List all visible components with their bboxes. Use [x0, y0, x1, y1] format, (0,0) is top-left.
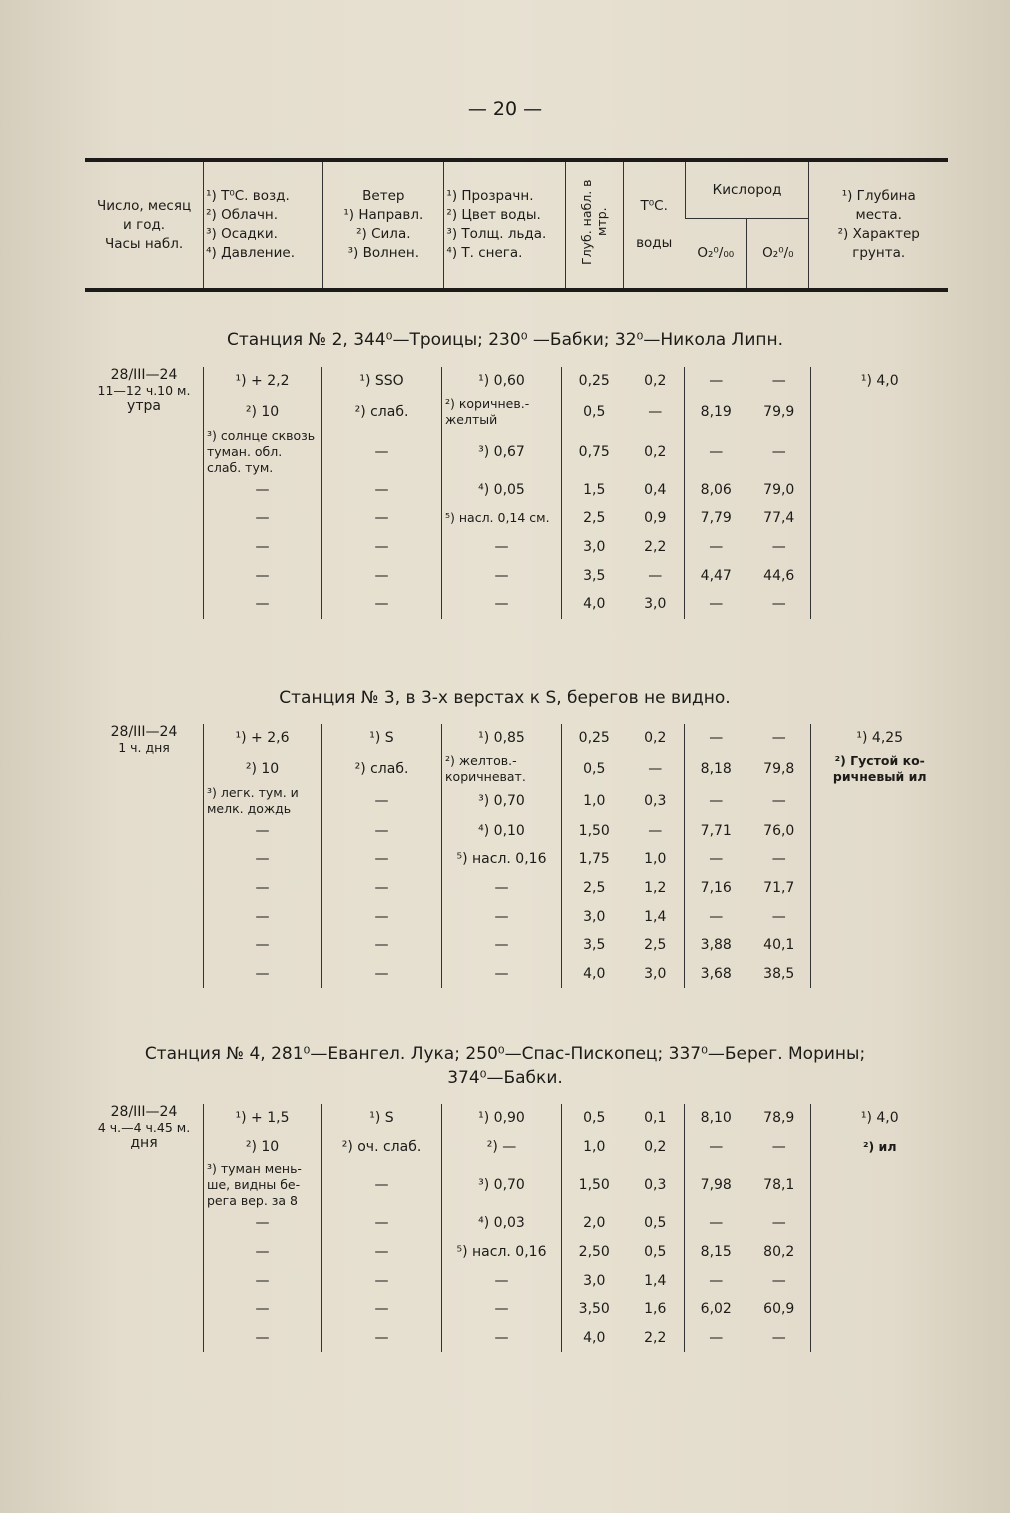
header-oxygen-percent: O₂⁰/₀ [747, 219, 809, 291]
cell-ground [811, 902, 949, 931]
cell-c5: 4,0 [562, 1324, 627, 1353]
cell-c2: — [204, 1266, 322, 1295]
cell-c6: 0,2 [627, 428, 685, 476]
cell-c8: 80,2 [763, 1244, 795, 1261]
cell-c6: — [627, 817, 685, 846]
cell-c3: — [322, 1295, 442, 1324]
station-4-table [85, 1104, 949, 1352]
station-4-title [0, 1042, 1010, 1090]
cell-c5: 1,75 [562, 845, 627, 874]
cell-c3: — [322, 561, 442, 590]
cell-c5: 2,5 [562, 874, 627, 903]
cell-c2: ²) 10 [204, 753, 322, 785]
cell-c8: 71,7 [763, 880, 795, 897]
station-4-title-line1: Станция № 4, 281⁰—Евангел. Лука; 250⁰—Спас-Пископец; 337⁰—Берег. Морины; [144, 1044, 866, 1064]
cell-c5: 1,0 [562, 785, 627, 817]
table-row [85, 1209, 949, 1238]
table-row [85, 931, 949, 960]
cell-c5: 3,5 [562, 931, 627, 960]
cell-c2: — [204, 533, 322, 562]
cell-ground: ²) ил [811, 1133, 949, 1162]
header-temp-column: T⁰C. воды [623, 160, 685, 290]
cell-c4: ⁵) насл. 0,14 см. [442, 504, 562, 533]
table-row [85, 960, 949, 989]
cell-c2: — [204, 1295, 322, 1324]
cell-c3: — [322, 1161, 442, 1209]
cell-c6: 0,2 [627, 1133, 685, 1162]
table-row [85, 817, 949, 846]
cell-ground: ¹) 4,25 [811, 724, 949, 753]
table-row [85, 533, 949, 562]
cell-c4: ²) коричнев.- желтый [442, 396, 562, 428]
cell-c8: 40,1 [763, 937, 795, 954]
cell-ground [811, 533, 949, 562]
cell-c3: — [322, 817, 442, 846]
observation-date-cell: 28/III—24 4 ч.—4 ч.45 м. дня [97, 1104, 191, 1151]
cell-c4: ³) 0,67 [442, 428, 562, 476]
cell-c3: — [322, 1266, 442, 1295]
cell-c8: — [771, 851, 786, 868]
cell-c7: 3,88 [700, 937, 732, 954]
cell-c6: — [627, 561, 685, 590]
cell-c2: — [204, 561, 322, 590]
cell-ground [811, 931, 949, 960]
cell-c8: — [771, 908, 786, 925]
cell-ground [811, 1161, 949, 1209]
table-row [85, 428, 949, 476]
cell-c4: — [442, 561, 562, 590]
cell-c5: 0,75 [562, 428, 627, 476]
cell-c8: 79,8 [763, 760, 795, 777]
cell-c2: — [204, 1238, 322, 1267]
observation-date-cell: 28/III—24 11—12 ч.10 м. утра [97, 367, 191, 414]
cell-c8: 38,5 [763, 965, 795, 982]
cell-c6: — [627, 396, 685, 428]
cell-ground: ²) Густой ко- ричневый ил [811, 753, 949, 785]
cell-c6: — [627, 753, 685, 785]
cell-c3: — [322, 1238, 442, 1267]
cell-ground [811, 1324, 949, 1353]
header-water-column: ¹) Прозрачн. ²) Цвет воды. ³) Толщ. льда. ⁴) Т. снега. [444, 160, 565, 290]
table-row [85, 504, 949, 533]
cell-c5: 3,50 [562, 1295, 627, 1324]
cell-c7: 8,18 [700, 760, 732, 777]
station-2-title: Станция № 2, 344⁰—Троицы; 230⁰ —Бабки; 32⁰—Никола Липн. [226, 330, 784, 350]
cell-c4: — [442, 533, 562, 562]
cell-c8: 76,0 [763, 822, 795, 839]
cell-c5: 4,0 [562, 960, 627, 989]
table-row [85, 561, 949, 590]
cell-c7: — [709, 1329, 724, 1346]
cell-c2: — [204, 476, 322, 505]
table-row [85, 1104, 949, 1133]
table-row [85, 1324, 949, 1353]
table-row [85, 1238, 949, 1267]
cell-c5: 1,0 [562, 1133, 627, 1162]
cell-c8: — [771, 1272, 786, 1289]
cell-c7: — [709, 373, 724, 390]
cell-c4: — [442, 931, 562, 960]
cell-c3: ²) слаб. [322, 396, 442, 428]
cell-c4: ²) желтов.- коричневат. [442, 753, 562, 785]
cell-c5: 0,5 [562, 1104, 627, 1133]
cell-ground [811, 590, 949, 619]
cell-c6: 0,9 [627, 504, 685, 533]
cell-c2: — [204, 504, 322, 533]
cell-c7: 8,15 [700, 1244, 732, 1261]
cell-c6: 0,5 [627, 1209, 685, 1238]
cell-c6: 2,2 [627, 1324, 685, 1353]
cell-c5: 1,5 [562, 476, 627, 505]
cell-c3: — [322, 785, 442, 817]
cell-c6: 0,2 [627, 367, 685, 396]
cell-c4: ⁵) насл. 0,16 [442, 845, 562, 874]
cell-c2: — [204, 590, 322, 619]
cell-c7: — [709, 539, 724, 556]
cell-c2: ²) 10 [204, 1133, 322, 1162]
cell-c3: ¹) SSO [322, 367, 442, 396]
cell-c6: 1,0 [627, 845, 685, 874]
cell-ground [811, 1209, 949, 1238]
cell-c4: ³) 0,70 [442, 785, 562, 817]
station-4-title-line2: 374⁰—Бабки. [447, 1068, 563, 1088]
cell-c7: — [709, 1215, 724, 1232]
cell-c3: — [322, 902, 442, 931]
cell-c3: — [322, 874, 442, 903]
cell-c3: — [322, 476, 442, 505]
cell-c6: 3,0 [627, 960, 685, 989]
cell-c2: — [204, 931, 322, 960]
table-row [85, 1161, 949, 1209]
cell-ground [811, 476, 949, 505]
header-wind-column: Ветер ¹) Направл. ²) Сила. ³) Волнен. [323, 160, 444, 290]
cell-c6: 1,4 [627, 1266, 685, 1295]
cell-c4: — [442, 960, 562, 989]
table-row [85, 396, 949, 428]
cell-c5: 3,0 [562, 1266, 627, 1295]
cell-c4: — [442, 874, 562, 903]
cell-c8: 60,9 [763, 1301, 795, 1318]
cell-c7: 8,06 [700, 481, 732, 498]
cell-c8: 78,9 [763, 1110, 795, 1127]
cell-c8: 44,6 [763, 567, 795, 584]
cell-c4: ⁴) 0,05 [442, 476, 562, 505]
cell-c5: 0,5 [562, 753, 627, 785]
cell-c4: ⁵) насл. 0,16 [442, 1238, 562, 1267]
cell-c7: 3,68 [700, 965, 732, 982]
cell-c5: 0,25 [562, 724, 627, 753]
cell-c7: 7,16 [700, 880, 732, 897]
cell-c3: — [322, 1324, 442, 1353]
cell-c7: — [709, 443, 724, 460]
cell-c8: — [771, 792, 786, 809]
header-date-column: Число, месяц и год. Часы набл. [96, 197, 192, 252]
cell-c4: ⁴) 0,10 [442, 817, 562, 846]
cell-c7: 7,98 [700, 1177, 732, 1194]
cell-c8: — [771, 539, 786, 556]
cell-c8: — [771, 373, 786, 390]
observation-date-cell: 28/III—24 1 ч. дня [110, 724, 178, 755]
cell-c5: 3,0 [562, 533, 627, 562]
table-row [85, 753, 949, 785]
cell-ground [811, 504, 949, 533]
table-row [85, 724, 949, 753]
cell-c4: — [442, 1324, 562, 1353]
cell-c4: — [442, 902, 562, 931]
cell-c7: 7,79 [700, 510, 732, 527]
cell-c8: — [771, 1138, 786, 1155]
cell-c2: ³) туман мень- ше, видны бе- рега вер. за 8 [204, 1161, 322, 1209]
station-3-title: Станция № 3, в 3-х верстах к S, берегов не видно. [279, 688, 731, 708]
cell-c2: — [204, 817, 322, 846]
cell-ground [811, 960, 949, 989]
cell-c8: 79,9 [763, 403, 795, 420]
cell-c4: ³) 0,70 [442, 1161, 562, 1209]
cell-c6: 0,2 [627, 724, 685, 753]
cell-c6: 0,5 [627, 1238, 685, 1267]
cell-c8: — [771, 1215, 786, 1232]
table-row [85, 590, 949, 619]
cell-c5: 3,5 [562, 561, 627, 590]
cell-c6: 1,6 [627, 1295, 685, 1324]
cell-c7: — [709, 1138, 724, 1155]
cell-c2: — [204, 1209, 322, 1238]
table-row [85, 902, 949, 931]
cell-c5: 1,50 [562, 817, 627, 846]
cell-c6: 0,4 [627, 476, 685, 505]
cell-c3: — [322, 533, 442, 562]
cell-c7: 6,02 [700, 1301, 732, 1318]
cell-c4: — [442, 1266, 562, 1295]
cell-c2: ²) 10 [204, 396, 322, 428]
cell-c2: — [204, 874, 322, 903]
cell-c5: 2,50 [562, 1238, 627, 1267]
cell-ground [811, 1266, 949, 1295]
cell-c8: — [771, 596, 786, 613]
cell-ground [811, 428, 949, 476]
cell-c3: ²) слаб. [322, 753, 442, 785]
cell-ground: ¹) 4,0 [811, 1104, 949, 1133]
cell-c6: 2,2 [627, 533, 685, 562]
cell-c3: — [322, 504, 442, 533]
cell-c2: — [204, 1324, 322, 1353]
cell-c8: — [771, 730, 786, 747]
cell-ground [811, 845, 949, 874]
cell-c4: ⁴) 0,03 [442, 1209, 562, 1238]
table-row [85, 1133, 949, 1162]
cell-c2: ³) легк. тум. и мелк. дождь [204, 785, 322, 817]
cell-c3: ¹) S [322, 724, 442, 753]
cell-c2: — [204, 960, 322, 989]
cell-c3: ¹) S [322, 1104, 442, 1133]
cell-c4: ¹) 0,85 [442, 724, 562, 753]
cell-c7: — [709, 908, 724, 925]
table-row [85, 476, 949, 505]
cell-c3: — [322, 590, 442, 619]
header-oxygen: Кислород [685, 160, 809, 219]
table-row [85, 845, 949, 874]
cell-c8: 78,1 [763, 1177, 795, 1194]
cell-ground [811, 1238, 949, 1267]
cell-c6: 1,4 [627, 902, 685, 931]
cell-c5: 2,0 [562, 1209, 627, 1238]
cell-c6: 1,2 [627, 874, 685, 903]
table-row [85, 1295, 949, 1324]
cell-c5: 0,25 [562, 367, 627, 396]
cell-c3: — [322, 931, 442, 960]
cell-c7: 7,71 [700, 822, 732, 839]
cell-c6: 0,1 [627, 1104, 685, 1133]
cell-c7: — [709, 851, 724, 868]
cell-c3: ²) оч. слаб. [322, 1133, 442, 1162]
cell-ground [811, 561, 949, 590]
cell-c6: 0,3 [627, 785, 685, 817]
cell-c8: — [771, 443, 786, 460]
cell-c6: 0,3 [627, 1161, 685, 1209]
table-row [85, 785, 949, 817]
cell-c3: — [322, 845, 442, 874]
cell-c8: 79,0 [763, 481, 795, 498]
header-depth-column: Глуб. набл. в мтр. [565, 160, 623, 290]
cell-c5: 3,0 [562, 902, 627, 931]
station-2-table [85, 367, 949, 619]
cell-c2: — [204, 902, 322, 931]
table-row [85, 367, 949, 396]
station-3-table [85, 724, 949, 988]
table-header [85, 158, 948, 292]
cell-c7: 8,19 [700, 403, 732, 420]
header-ground-column: ¹) Глубина места. ²) Характер грунта. [809, 160, 948, 290]
cell-c3: — [322, 1209, 442, 1238]
header-air-column: ¹) T⁰C. возд. ²) Облачн. ³) Осадки. ⁴) Давление. [204, 160, 323, 290]
cell-c8: — [771, 1329, 786, 1346]
cell-c7: — [709, 792, 724, 809]
cell-c8: 77,4 [763, 510, 795, 527]
cell-c2: ¹) + 1,5 [204, 1104, 322, 1133]
cell-c2: ¹) + 2,6 [204, 724, 322, 753]
cell-ground [811, 817, 949, 846]
cell-c6: 2,5 [627, 931, 685, 960]
cell-c4: ²) — [442, 1133, 562, 1162]
cell-c5: 0,5 [562, 396, 627, 428]
cell-c4: ¹) 0,90 [442, 1104, 562, 1133]
cell-c5: 2,5 [562, 504, 627, 533]
cell-ground [811, 1295, 949, 1324]
page-number: — 20 — [467, 98, 543, 120]
cell-ground [811, 874, 949, 903]
header-oxygen-permille: O₂⁰/₀₀ [697, 245, 735, 261]
cell-c4: — [442, 590, 562, 619]
cell-c2: ³) солнце сквозь туман. обл. слаб. тум. [204, 428, 322, 476]
table-row [85, 874, 949, 903]
cell-c3: — [322, 960, 442, 989]
cell-c4: ¹) 0,60 [442, 367, 562, 396]
table-row [85, 1266, 949, 1295]
cell-c7: — [709, 596, 724, 613]
cell-c7: 8,10 [700, 1110, 732, 1127]
cell-c7: — [709, 730, 724, 747]
cell-c5: 1,50 [562, 1161, 627, 1209]
cell-c6: 3,0 [627, 590, 685, 619]
cell-c7: — [709, 1272, 724, 1289]
cell-ground: ¹) 4,0 [811, 367, 949, 396]
cell-c4: — [442, 1295, 562, 1324]
cell-c2: — [204, 845, 322, 874]
cell-c2: ¹) + 2,2 [204, 367, 322, 396]
cell-ground [811, 396, 949, 428]
cell-c3: — [322, 428, 442, 476]
cell-c5: 4,0 [562, 590, 627, 619]
cell-ground [811, 785, 949, 817]
cell-c7: 4,47 [700, 567, 732, 584]
